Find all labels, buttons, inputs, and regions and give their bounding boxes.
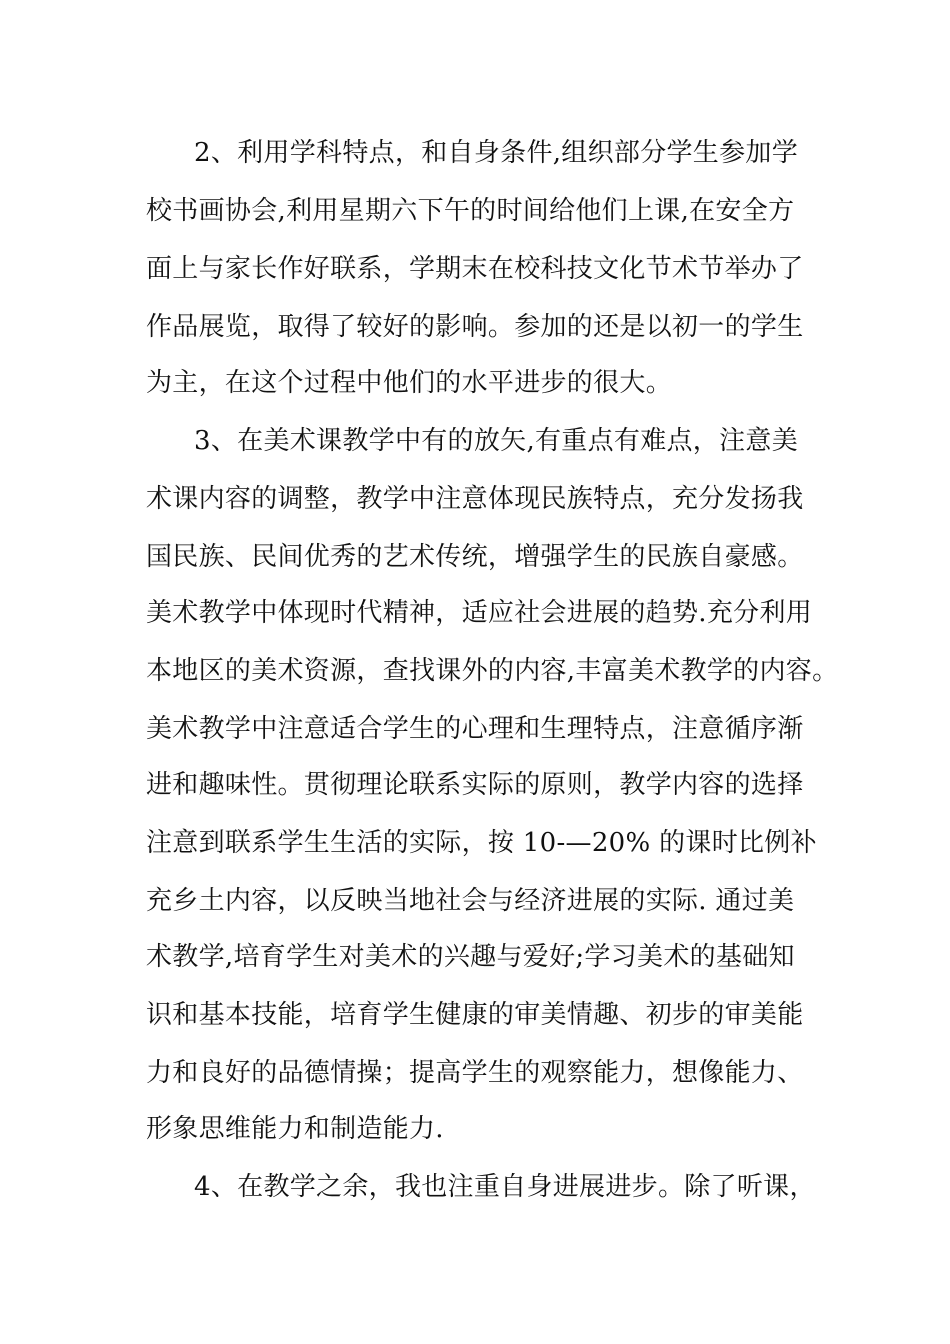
paragraph-3-line-4: 美术教学中体现时代精神，适应社会进展的趋势.充分利用 [146, 598, 813, 628]
paragraph-3-line-7: 进和趣味性。贯彻理论联系实际的原则，教学内容的选择 [146, 770, 804, 800]
paragraph-3-line-6: 美术教学中注意适合学生的心理和生理特点，注意循序渐 [146, 714, 804, 744]
paragraph-3-line-9: 充乡土内容，以反映当地社会与经济进展的实际. 通过美 [146, 886, 795, 916]
paragraph-3-line-1: 3、在美术课教学中有的放矢,有重点有难点，注意美 [194, 426, 799, 456]
paragraph-3-line-5: 本地区的美术资源，查找课外的内容,丰富美术教学的内容。 [146, 656, 839, 686]
paragraph-3-line-3: 国民族、民间优秀的艺术传统，增强学生的民族自豪感。 [146, 542, 804, 572]
paragraph-3-line-10: 术教学,培育学生对美术的兴趣与爱好;学习美术的基础知 [146, 942, 795, 972]
paragraph-3-line-11: 识和基本技能，培育学生健康的审美情趣、初步的审美能 [146, 1000, 804, 1030]
paragraph-3-line-12: 力和良好的品德情操；提高学生的观察能力，想像能力、 [146, 1058, 804, 1088]
paragraph-3-line-2: 术课内容的调整，教学中注意体现民族特点，充分发扬我 [146, 484, 804, 514]
paragraph-2-line-4: 作品展览，取得了较好的影响。参加的还是以初一的学生 [146, 312, 804, 342]
paragraph-2-line-5: 为主，在这个过程中他们的水平进步的很大。 [146, 368, 673, 398]
paragraph-2-line-3: 面上与家长作好联系，学期末在校科技文化节术节举办了 [146, 254, 804, 284]
paragraph-2-line-2: 校书画协会,利用星期六下午的时间给他们上课,在安全方 [146, 196, 795, 226]
paragraph-2-line-1: 2、利用学科特点，和自身条件,组织部分学生参加学 [194, 138, 799, 168]
paragraph-3-line-8: 注意到联系学生生活的实际，按 10-—20% 的课时比例补 [146, 828, 817, 858]
paragraph-4-line-1: 4、在教学之余，我也注重自身进展进步。除了听课， [194, 1172, 816, 1202]
paragraph-3-line-13: 形象思维能力和制造能力. [146, 1114, 444, 1144]
